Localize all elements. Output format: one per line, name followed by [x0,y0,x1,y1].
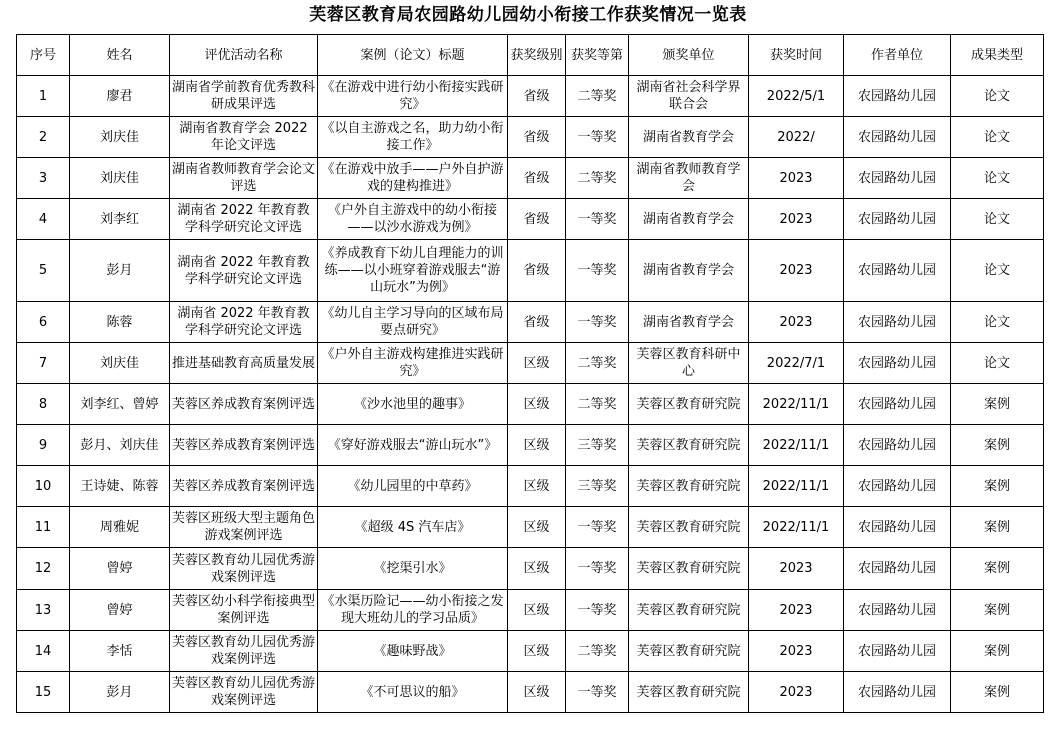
cell-title: 《沙水池里的趣事》 [318,384,508,425]
cell-title: 《户外自主游戏中的幼小衔接——以沙水游戏为例》 [318,199,508,240]
cell-award-level: 区级 [508,425,566,466]
cell-title: 《户外自主游戏构建推进实践研究》 [318,343,508,384]
cell-result-type: 案例 [951,466,1044,507]
table-row [17,631,1044,672]
table-row [17,302,1044,343]
cell-author-unit: 农园路幼儿园 [844,343,951,384]
cell-award-date: 2022/11/1 [749,507,844,548]
cell-name: 刘庆佳 [70,117,170,158]
cell-issuing-unit: 芙蓉区教育研究院 [629,466,749,507]
cell-serial-no: 1 [17,76,70,117]
cell-award-grade: 三等奖 [566,425,629,466]
header-award-date: 获奖时间 [749,35,844,76]
cell-award-date: 2023 [749,672,844,713]
header-title: 案例（论文）标题 [318,35,508,76]
cell-award-activity: 湖南省 2022 年教育教学科学研究论文评选 [170,199,318,240]
cell-award-grade: 一等奖 [566,590,629,631]
cell-issuing-unit: 芙蓉区教育研究院 [629,590,749,631]
cell-result-type: 论文 [951,343,1044,384]
cell-serial-no: 15 [17,672,70,713]
cell-award-activity: 湖南省学前教育优秀教科研成果评选 [170,76,318,117]
cell-issuing-unit: 芙蓉区教育研究院 [629,672,749,713]
cell-award-activity: 湖南省教育学会 2022 年论文评选 [170,117,318,158]
cell-result-type: 案例 [951,672,1044,713]
cell-author-unit: 农园路幼儿园 [844,425,951,466]
header-name: 姓名 [70,35,170,76]
header-row [17,35,1044,76]
header-serial-no: 序号 [17,35,70,76]
cell-award-level: 省级 [508,240,566,302]
cell-award-level: 区级 [508,466,566,507]
cell-author-unit: 农园路幼儿园 [844,507,951,548]
cell-award-level: 省级 [508,158,566,199]
cell-result-type: 案例 [951,384,1044,425]
cell-issuing-unit: 芙蓉区教育研究院 [629,631,749,672]
cell-issuing-unit: 芙蓉区教育研究院 [629,384,749,425]
cell-award-level: 省级 [508,302,566,343]
cell-result-type: 案例 [951,631,1044,672]
cell-name: 周雅妮 [70,507,170,548]
cell-result-type: 论文 [951,76,1044,117]
cell-serial-no: 4 [17,199,70,240]
cell-title: 《水渠历险记——幼小衔接之发现大班幼儿的学习品质》 [318,590,508,631]
cell-issuing-unit: 湖南省教育学会 [629,199,749,240]
cell-award-date: 2022/5/1 [749,76,844,117]
cell-award-activity: 芙蓉区教育幼儿园优秀游戏案例评选 [170,631,318,672]
cell-result-type: 论文 [951,158,1044,199]
table-row [17,466,1044,507]
page-title: 芙蓉区教育局农园路幼儿园幼小衔接工作获奖情况一览表 [309,5,747,25]
cell-name: 刘庆佳 [70,158,170,199]
table-row [17,76,1044,117]
table-row [17,590,1044,631]
table-header [17,35,1044,76]
cell-name: 彭月、刘庆佳 [70,425,170,466]
table-body [17,76,1044,713]
cell-issuing-unit: 芙蓉区教育研究院 [629,425,749,466]
table-row [17,672,1044,713]
cell-author-unit: 农园路幼儿园 [844,590,951,631]
cell-name: 陈蓉 [70,302,170,343]
cell-award-activity: 芙蓉区养成教育案例评选 [170,425,318,466]
cell-award-activity: 湖南省 2022 年教育教学科学研究论文评选 [170,240,318,302]
cell-award-grade: 一等奖 [566,548,629,590]
cell-name: 曾婷 [70,548,170,590]
cell-serial-no: 2 [17,117,70,158]
cell-issuing-unit: 湖南省教育学会 [629,302,749,343]
cell-result-type: 案例 [951,590,1044,631]
cell-name: 刘庆佳 [70,343,170,384]
cell-issuing-unit: 湖南省社会科学界联合会 [629,76,749,117]
cell-author-unit: 农园路幼儿园 [844,384,951,425]
cell-award-grade: 一等奖 [566,302,629,343]
cell-author-unit: 农园路幼儿园 [844,672,951,713]
cell-author-unit: 农园路幼儿园 [844,548,951,590]
cell-serial-no: 14 [17,631,70,672]
cell-author-unit: 农园路幼儿园 [844,466,951,507]
cell-result-type: 案例 [951,425,1044,466]
cell-award-date: 2023 [749,631,844,672]
table-row [17,199,1044,240]
cell-serial-no: 10 [17,466,70,507]
cell-result-type: 案例 [951,507,1044,548]
cell-award-activity: 芙蓉区教育幼儿园优秀游戏案例评选 [170,548,318,590]
cell-award-grade: 二等奖 [566,631,629,672]
cell-result-type: 论文 [951,240,1044,302]
cell-award-date: 2023 [749,240,844,302]
cell-name: 彭月 [70,240,170,302]
cell-serial-no: 5 [17,240,70,302]
cell-award-level: 省级 [508,76,566,117]
cell-serial-no: 11 [17,507,70,548]
cell-issuing-unit: 芙蓉区教育科研中心 [629,343,749,384]
cell-award-grade: 二等奖 [566,158,629,199]
cell-award-level: 区级 [508,631,566,672]
table-row [17,507,1044,548]
cell-award-grade: 二等奖 [566,384,629,425]
cell-award-activity: 湖南省教师教育学会论文评选 [170,158,318,199]
cell-issuing-unit: 湖南省教师教育学会 [629,158,749,199]
cell-award-grade: 一等奖 [566,199,629,240]
awards-table [16,34,1044,713]
cell-name: 廖君 [70,76,170,117]
cell-result-type: 论文 [951,199,1044,240]
cell-award-activity: 推进基础教育高质量发展 [170,343,318,384]
cell-title: 《穿好游戏服去“游山玩水”》 [318,425,508,466]
cell-award-activity: 芙蓉区养成教育案例评选 [170,384,318,425]
table-row [17,548,1044,590]
cell-award-date: 2022/ [749,117,844,158]
table-row [17,158,1044,199]
cell-award-date: 2023 [749,548,844,590]
cell-name: 王诗婕、陈蓉 [70,466,170,507]
header-award-grade: 获奖等第 [566,35,629,76]
cell-award-grade: 三等奖 [566,466,629,507]
cell-award-level: 区级 [508,672,566,713]
cell-name: 彭月 [70,672,170,713]
cell-award-grade: 二等奖 [566,76,629,117]
cell-serial-no: 8 [17,384,70,425]
cell-award-date: 2023 [749,302,844,343]
header-author-unit: 作者单位 [844,35,951,76]
table-row [17,117,1044,158]
cell-award-level: 区级 [508,548,566,590]
header-award-activity: 评优活动名称 [170,35,318,76]
cell-award-grade: 一等奖 [566,240,629,302]
cell-result-type: 论文 [951,302,1044,343]
cell-award-level: 省级 [508,117,566,158]
cell-award-grade: 一等奖 [566,507,629,548]
cell-name: 刘李红 [70,199,170,240]
cell-award-activity: 湖南省 2022 年教育教学科学研究论文评选 [170,302,318,343]
cell-award-date: 2022/11/1 [749,425,844,466]
cell-award-date: 2023 [749,199,844,240]
cell-issuing-unit: 湖南省教育学会 [629,240,749,302]
header-issuing-unit: 颁奖单位 [629,35,749,76]
cell-author-unit: 农园路幼儿园 [844,199,951,240]
cell-award-activity: 芙蓉区养成教育案例评选 [170,466,318,507]
cell-result-type: 案例 [951,548,1044,590]
cell-issuing-unit: 芙蓉区教育研究院 [629,507,749,548]
cell-title: 《不可思议的船》 [318,672,508,713]
cell-award-grade: 二等奖 [566,343,629,384]
cell-award-date: 2022/7/1 [749,343,844,384]
cell-name: 刘李红、曾婷 [70,384,170,425]
cell-serial-no: 6 [17,302,70,343]
cell-author-unit: 农园路幼儿园 [844,76,951,117]
cell-award-level: 省级 [508,199,566,240]
cell-title: 《幼儿园里的中草药》 [318,466,508,507]
header-award-level: 获奖级别 [508,35,566,76]
cell-author-unit: 农园路幼儿园 [844,631,951,672]
cell-title: 《超级 4S 汽车店》 [318,507,508,548]
cell-title: 《趣味野战》 [318,631,508,672]
cell-award-level: 区级 [508,507,566,548]
cell-title: 《以自主游戏之名，助力幼小衔接工作》 [318,117,508,158]
cell-award-date: 2023 [749,590,844,631]
cell-award-level: 区级 [508,590,566,631]
cell-award-level: 区级 [508,343,566,384]
cell-serial-no: 12 [17,548,70,590]
cell-award-grade: 一等奖 [566,672,629,713]
cell-serial-no: 13 [17,590,70,631]
cell-author-unit: 农园路幼儿园 [844,240,951,302]
cell-issuing-unit: 芙蓉区教育研究院 [629,548,749,590]
cell-award-date: 2022/11/1 [749,384,844,425]
cell-title: 《幼儿自主学习导向的区域布局要点研究》 [318,302,508,343]
table-row [17,384,1044,425]
cell-serial-no: 7 [17,343,70,384]
table-row [17,343,1044,384]
cell-award-level: 区级 [508,384,566,425]
cell-award-date: 2023 [749,158,844,199]
cell-title: 《在游戏中放手——户外自护游戏的建构推进》 [318,158,508,199]
table-row [17,240,1044,302]
cell-award-activity: 芙蓉区教育幼儿园优秀游戏案例评选 [170,672,318,713]
cell-serial-no: 9 [17,425,70,466]
cell-name: 曾婷 [70,590,170,631]
cell-result-type: 论文 [951,117,1044,158]
cell-title: 《养成教育下幼儿自理能力的训练——以小班穿着游戏服去“游山玩水”为例》 [318,240,508,302]
cell-author-unit: 农园路幼儿园 [844,117,951,158]
cell-title: 《在游戏中进行幼小衔接实践研究》 [318,76,508,117]
cell-title: 《挖渠引水》 [318,548,508,590]
cell-award-activity: 芙蓉区幼小科学衔接典型案例评选 [170,590,318,631]
cell-award-date: 2022/11/1 [749,466,844,507]
cell-author-unit: 农园路幼儿园 [844,158,951,199]
header-result-type: 成果类型 [951,35,1044,76]
cell-serial-no: 3 [17,158,70,199]
cell-issuing-unit: 湖南省教育学会 [629,117,749,158]
table-row [17,425,1044,466]
cell-award-grade: 一等奖 [566,117,629,158]
cell-name: 李恬 [70,631,170,672]
cell-award-activity: 芙蓉区班级大型主题角色游戏案例评选 [170,507,318,548]
cell-author-unit: 农园路幼儿园 [844,302,951,343]
